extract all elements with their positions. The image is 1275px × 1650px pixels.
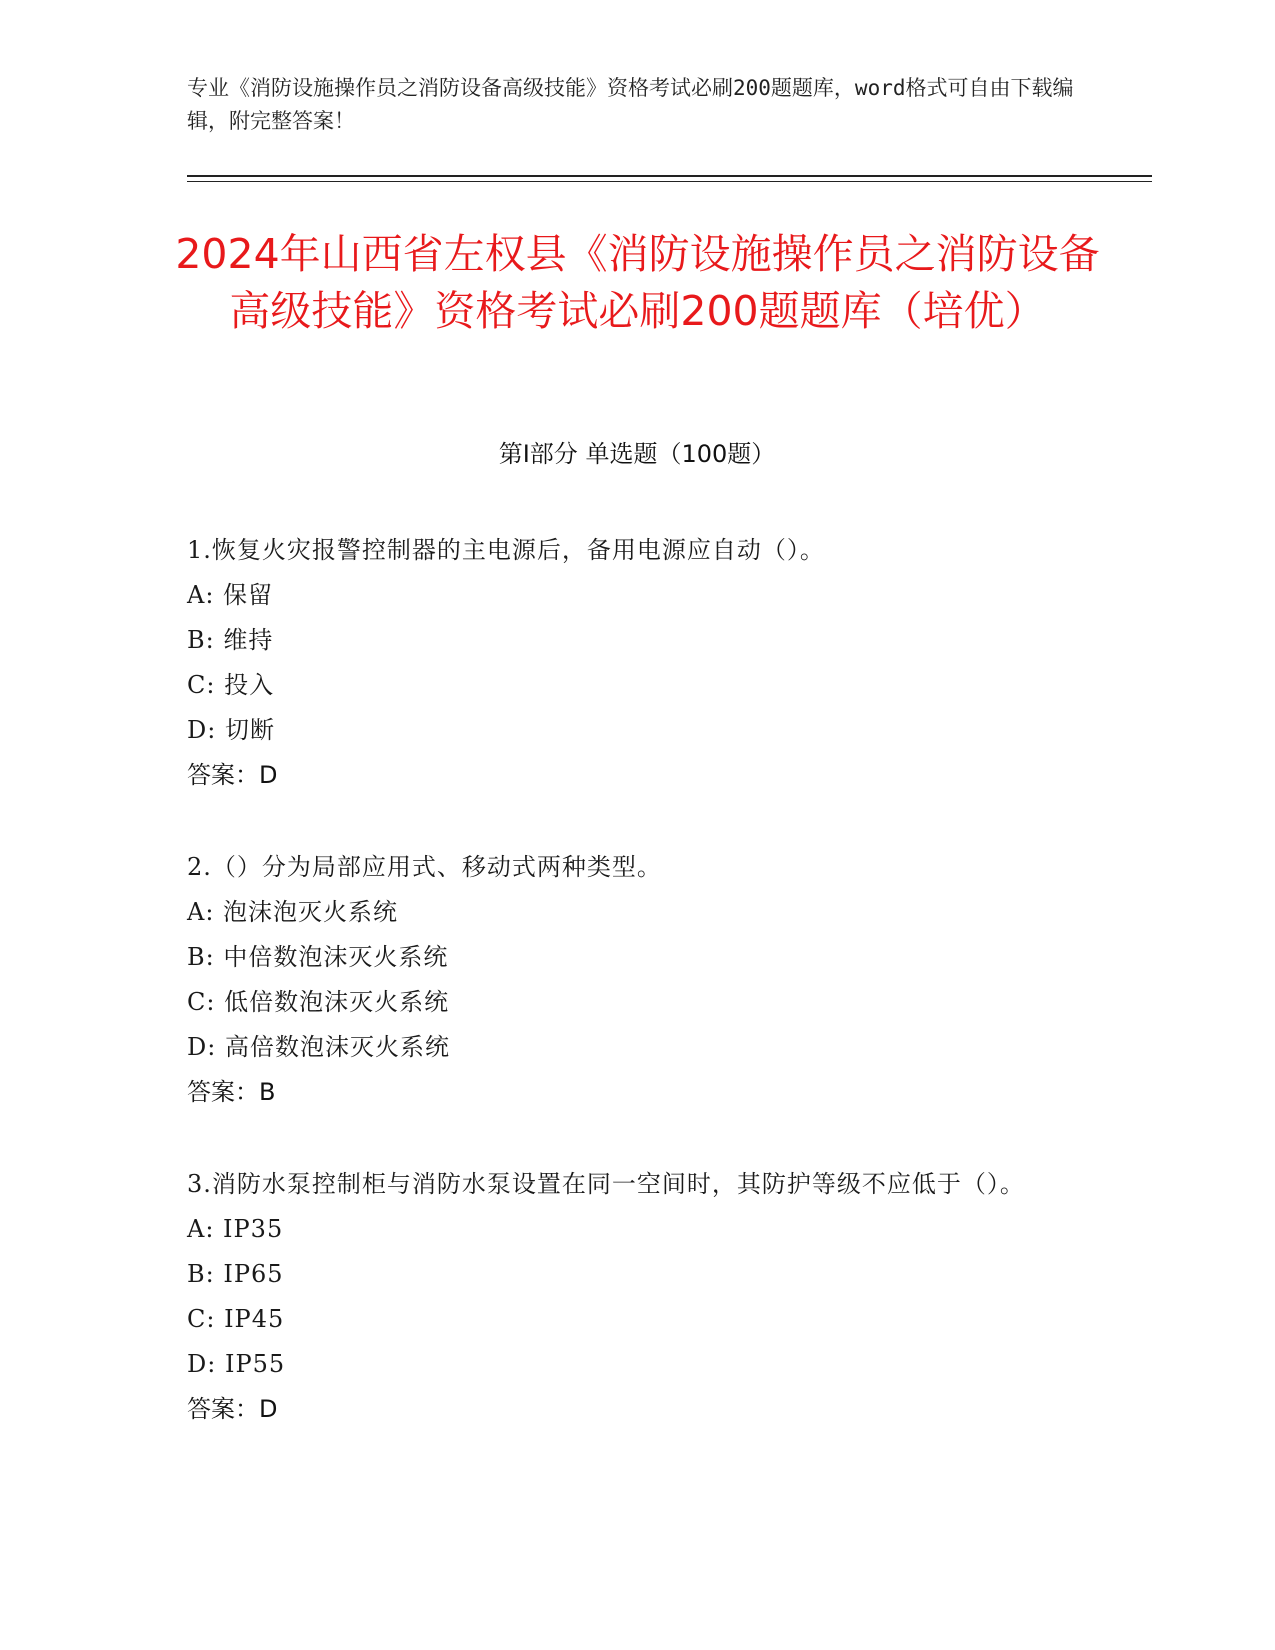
option-a: A: IP35 xyxy=(187,1215,284,1243)
question-1 xyxy=(187,528,1067,798)
answer: 答案：D xyxy=(187,761,278,789)
option-d: D: 高倍数泡沫灭火系统 xyxy=(187,1033,450,1061)
option-c: C: 低倍数泡沫灭火系统 xyxy=(187,988,450,1016)
header-divider xyxy=(187,175,1152,177)
option-c: C: 投入 xyxy=(187,671,275,699)
question-2 xyxy=(187,845,1067,1115)
option-c: C: IP45 xyxy=(187,1305,285,1333)
option-a: A: 泡沫泡灭火系统 xyxy=(187,898,399,926)
option-b: B: IP65 xyxy=(187,1260,284,1288)
option-b: B: 中倍数泡沫灭火系统 xyxy=(187,943,449,971)
header-note: 专业《消防设施操作员之消防设备高级技能》资格考试必刷200题题库，word格式可自由下载编辑，附完整答案！ xyxy=(187,76,1074,133)
question-stem: 1.恢复火灾报警控制器的主电源后，备用电源应自动（）。 xyxy=(187,536,825,564)
option-d: D: 切断 xyxy=(187,716,275,744)
question-stem: 2.（）分为局部应用式、移动式两种类型。 xyxy=(187,853,662,881)
document-title: 2024年山西省左权县《消防设施操作员之消防设备高级技能》资格考试必刷200题题库（培优） xyxy=(175,230,1100,335)
question-3 xyxy=(187,1162,1067,1432)
section-heading: 第I部分 单选题（100题） xyxy=(498,440,776,468)
option-a: A: 保留 xyxy=(187,581,274,609)
header-divider-thin xyxy=(187,181,1152,182)
answer: 答案：D xyxy=(187,1395,278,1423)
question-list xyxy=(187,528,1067,1479)
option-d: D: IP55 xyxy=(187,1350,286,1378)
option-b: B: 维持 xyxy=(187,626,274,654)
question-stem: 3.消防水泵控制柜与消防水泵设置在同一空间时，其防护等级不应低于（）。 xyxy=(187,1170,1025,1198)
answer: 答案：B xyxy=(187,1078,276,1106)
